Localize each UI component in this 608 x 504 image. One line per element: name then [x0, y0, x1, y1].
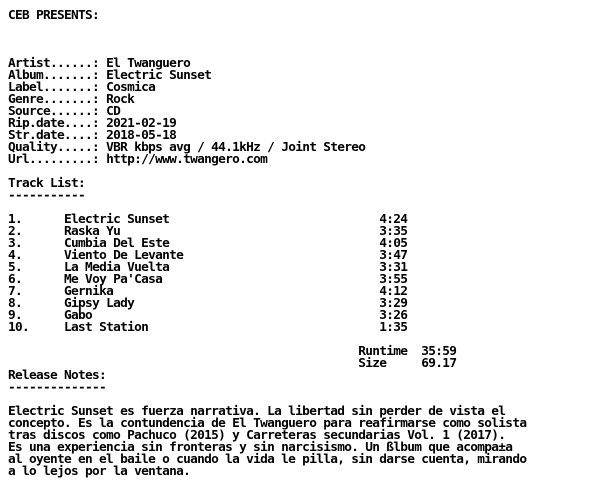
info-block — [8, 58, 526, 166]
track-title: La Media Vuelta — [64, 260, 170, 275]
info-label: Label.......: — [8, 80, 100, 95]
size-spacer — [386, 356, 421, 371]
track-duration: 1:35 — [379, 320, 408, 335]
track-spacer — [148, 320, 379, 335]
track-number: 10. — [8, 320, 30, 335]
track-duration: 3:29 — [379, 296, 408, 311]
track-number: 8. — [8, 296, 23, 311]
info-value: CD — [106, 104, 121, 119]
blank-line — [8, 166, 526, 178]
track-title: Electric Sunset — [64, 212, 170, 227]
info-value: 2021-02-19 — [106, 116, 177, 131]
info-value: Electric Sunset — [106, 68, 212, 83]
info-value: Cosmica — [106, 80, 156, 95]
track-number: 3. — [8, 236, 23, 251]
track-row — [8, 322, 526, 334]
runtime-value: 35:59 — [421, 344, 457, 359]
track-title: Last Station — [64, 320, 149, 335]
info-label: Genre.......: — [8, 92, 100, 107]
blank-line — [8, 34, 526, 46]
notes-line: concepto. Es la contundencia de El Twanguero para reafirmarse como solista — [8, 416, 527, 431]
notes-line: tras discos como Pachuco (2015) y Carreteras secundarias Vol. 1 (2017). — [8, 428, 506, 443]
track-title: Raska Yu — [64, 224, 121, 239]
header-line: CEB PRESENTS: — [8, 8, 100, 23]
track-duration: 3:55 — [379, 272, 408, 287]
track-number: 2. — [8, 224, 23, 239]
info-value: VBR kbps avg / 44.1kHz / Joint Stereo — [106, 140, 366, 155]
track-title: Viento De Levante — [64, 248, 184, 263]
track-duration: 3:35 — [379, 224, 408, 239]
blank-line — [8, 22, 526, 34]
info-value: El Twanguero — [106, 56, 191, 71]
track-duration: 3:31 — [379, 260, 408, 275]
track-number: 7. — [8, 284, 23, 299]
info-label: Artist......: — [8, 56, 100, 71]
track-title: Me Voy Pa'Casa — [64, 272, 163, 287]
info-label: Source......: — [8, 104, 100, 119]
track-duration: 4:05 — [379, 236, 408, 251]
info-label: Rip.date....: — [8, 116, 100, 131]
track-number: 1. — [8, 212, 23, 227]
notes-line: Es una experiencia sin fronteras y sin narcisismo. Un ßlbum que acompa±a — [8, 440, 513, 455]
track-title: Cumbia Del Este — [64, 236, 170, 251]
info-value: http://www.twangero.com — [106, 152, 268, 167]
info-label: Quality.....: — [8, 140, 100, 155]
info-label: Str.date....: — [8, 128, 100, 143]
track-number: 9. — [8, 308, 23, 323]
track-title: Gernika — [64, 284, 114, 299]
info-value: 2018-05-18 — [106, 128, 177, 143]
notes-heading: Release Notes: — [8, 368, 107, 383]
track-list — [8, 214, 526, 334]
track-duration: 3:26 — [379, 308, 408, 323]
nfo-text-document — [8, 10, 526, 478]
tracklist-underline: ----------- — [8, 188, 86, 203]
notes-line: Electric Sunset es fuerza narrativa. La libertad sin perder de vista el — [8, 404, 506, 419]
info-line — [8, 154, 526, 166]
track-number: 5. — [8, 260, 23, 275]
info-label: Url.........: — [8, 152, 100, 167]
track-title: Gipsy Lady — [64, 296, 135, 311]
track-number: 4. — [8, 248, 23, 263]
notes-line: al oyente en el baile o cuando la vida le pilla, sin darse cuenta, mirando — [8, 452, 527, 467]
info-value: Rock — [106, 92, 135, 107]
track-title: Gabo — [64, 308, 93, 323]
release-notes — [8, 406, 526, 478]
runtime-label: Runtime — [358, 344, 408, 359]
notes-line: a lo lejos por la ventana. — [8, 464, 191, 479]
track-duration: 4:12 — [379, 284, 408, 299]
tracklist-heading: Track List: — [8, 176, 86, 191]
track-duration: 3:47 — [379, 248, 408, 263]
size-label: Size — [358, 356, 387, 371]
track-duration: 4:24 — [379, 212, 408, 227]
track-number: 6. — [8, 272, 23, 287]
track-spacer — [29, 320, 64, 335]
info-label: Album.......: — [8, 68, 100, 83]
size-value: 69.17 — [421, 356, 457, 371]
notes-underline: -------------- — [8, 380, 107, 395]
